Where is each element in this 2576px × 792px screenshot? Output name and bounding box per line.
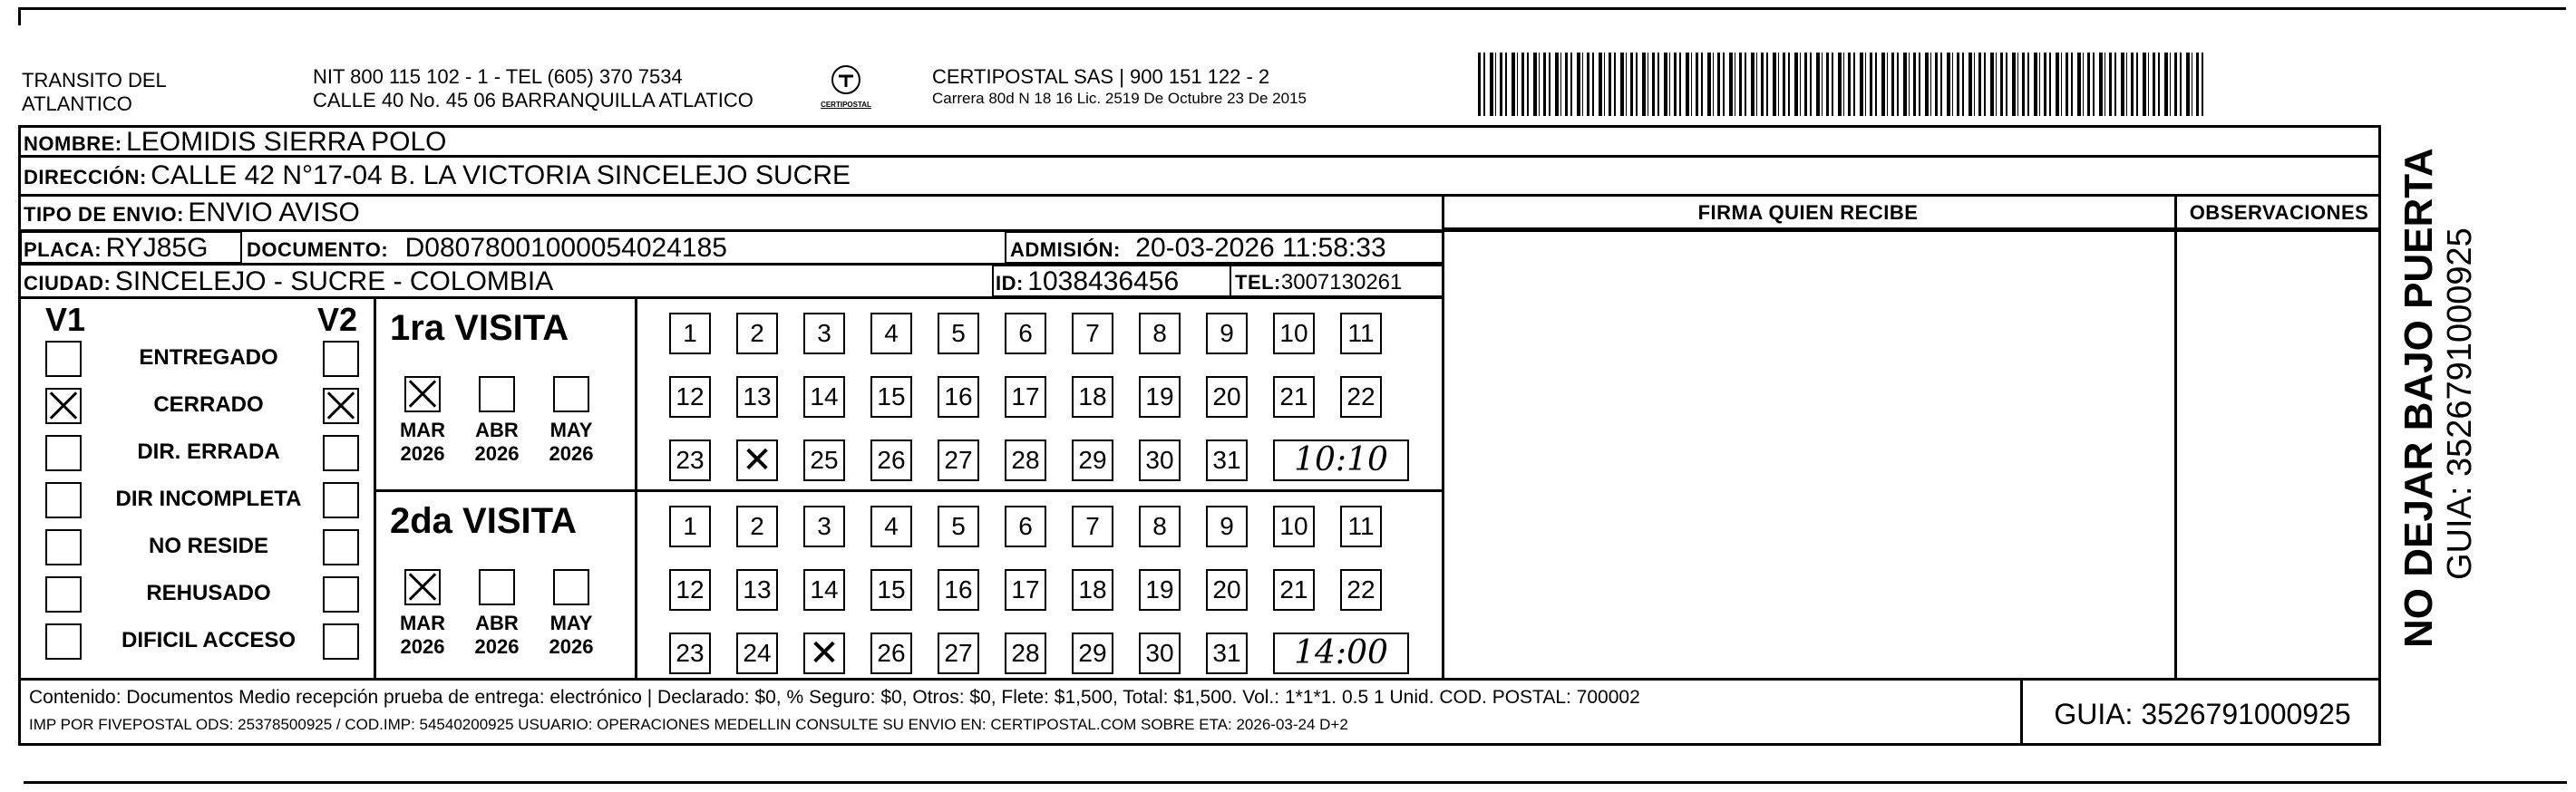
- status-reason-label: ENTREGADO: [139, 345, 278, 370]
- top-border: [18, 7, 2566, 10]
- placa-label: PLACA:: [24, 238, 102, 261]
- day-box[interactable]: 29: [1072, 633, 1113, 674]
- month-name: MAR: [399, 419, 446, 441]
- v1-checkbox[interactable]: [45, 623, 82, 660]
- day-box[interactable]: 27: [938, 439, 979, 481]
- row-line: [18, 678, 2381, 681]
- v2-checkbox[interactable]: [323, 576, 359, 613]
- day-box[interactable]: 28: [1005, 439, 1046, 481]
- month-label: [465, 612, 529, 659]
- v1-checkbox[interactable]: [45, 482, 82, 518]
- visit-title: 1ra VISITA: [390, 308, 569, 348]
- day-box[interactable]: 11: [1340, 506, 1382, 547]
- day-box[interactable]: 19: [1139, 376, 1181, 418]
- day-box[interactable]: 2: [736, 506, 778, 547]
- col-line: [374, 296, 376, 678]
- status-reason-label: DIFICIL ACCESO: [121, 628, 296, 652]
- day-box[interactable]: 17: [1005, 376, 1046, 418]
- day-box[interactable]: 22: [1340, 376, 1382, 418]
- day-box[interactable]: 3: [803, 506, 845, 547]
- tipo-envio-row: [24, 198, 360, 228]
- day-box[interactable]: 8: [1139, 313, 1181, 354]
- ciudad-label: CIUDAD:: [24, 272, 112, 295]
- left-border: [18, 7, 21, 25]
- v2-checkbox[interactable]: [323, 623, 359, 660]
- tel-label: TEL:: [1235, 271, 1281, 294]
- company-line-2: Carrera 80d N 18 16 Lic. 2519 De Octubre 23 De 2015: [932, 90, 1307, 107]
- col-line: [635, 296, 637, 678]
- visit-time: 10:10: [1294, 441, 1388, 478]
- day-box[interactable]: 12: [669, 376, 711, 418]
- v1-label: V1: [45, 301, 86, 338]
- day-box[interactable]: 31: [1206, 633, 1248, 674]
- visit-time: 14:00: [1294, 634, 1388, 671]
- visit-title: 2da VISITA: [390, 501, 577, 541]
- company-line-1: CERTIPOSTAL SAS | 900 151 122 - 2: [932, 65, 1270, 88]
- month-year: 2026: [400, 442, 445, 465]
- v1-checkbox[interactable]: [45, 341, 82, 377]
- col-line: [2174, 194, 2177, 680]
- v1-checkbox[interactable]: [45, 435, 82, 471]
- nit-line-2: CALLE 40 No. 45 06 BARRANQUILLA ATLATICO: [313, 89, 753, 111]
- month-label: [465, 419, 529, 466]
- certipostal-logo: [814, 63, 878, 116]
- documento-label: DOCUMENTO:: [247, 238, 389, 261]
- month-name: MAY: [549, 419, 593, 441]
- v1-checkbox[interactable]: [45, 388, 82, 424]
- day-box[interactable]: 29: [1072, 439, 1113, 481]
- day-box[interactable]: 23: [669, 439, 711, 481]
- day-box[interactable]: 11: [1340, 313, 1382, 354]
- v2-label: V2: [317, 301, 358, 338]
- logo-icon: [828, 63, 864, 96]
- row-line: [374, 489, 1444, 492]
- logo-text: CERTIPOSTAL: [821, 101, 871, 109]
- month-name: MAR: [399, 612, 446, 634]
- day-box[interactable]: 26: [870, 633, 912, 674]
- day-box[interactable]: 10: [1273, 506, 1315, 547]
- day-box[interactable]: 30: [1139, 439, 1181, 481]
- month-label: [540, 419, 603, 466]
- day-box[interactable]: 15: [870, 376, 912, 418]
- ciudad-field: [24, 266, 553, 297]
- visit-time-box[interactable]: [1273, 633, 1409, 674]
- day-box[interactable]: 9: [1206, 506, 1248, 547]
- nombre-row: [24, 127, 447, 158]
- v2-checkbox[interactable]: [323, 341, 359, 377]
- day-box[interactable]: 2: [736, 313, 778, 354]
- footer-line-2: IMP POR FIVEPOSTAL ODS: 25378500925 / COD.IMP: 54540200925 USUARIO: OPERACIONES MEDELLIN CONSULTE SU ENVIO EN: CERTIPOSTAL.COM SOBRE ETA: 2026-03-24 D+2: [29, 716, 1348, 733]
- placa-field: [24, 233, 208, 264]
- day-box[interactable]: [803, 633, 845, 674]
- admision-label: ADMISIÓN:: [1010, 238, 1121, 261]
- status-reason-label: CERRADO: [153, 392, 264, 417]
- month-name: MAY: [549, 612, 593, 634]
- day-box[interactable]: 25: [803, 439, 845, 481]
- day-box[interactable]: 13: [736, 376, 778, 418]
- day-box[interactable]: 30: [1139, 633, 1181, 674]
- v2-checkbox[interactable]: [323, 529, 359, 565]
- v1-checkbox[interactable]: [45, 529, 82, 565]
- day-box[interactable]: 7: [1072, 313, 1113, 354]
- day-box[interactable]: 20: [1206, 376, 1248, 418]
- firma-label: FIRMA QUIEN RECIBE: [1697, 201, 1919, 224]
- month-checkbox[interactable]: [553, 569, 589, 605]
- barcode: [1478, 53, 2203, 116]
- placa-value: RYJ85G: [105, 233, 209, 263]
- id-value: 1038436456: [1027, 266, 1180, 296]
- month-name: ABR: [475, 419, 519, 441]
- day-box[interactable]: 5: [938, 313, 979, 354]
- company-block: [932, 65, 1307, 109]
- side-guia: GUIA: 3526791000925: [2441, 227, 2479, 580]
- month-checkbox[interactable]: [479, 569, 515, 605]
- direccion-value: CALLE 42 N°17-04 B. LA VICTORIA SINCELEJO SUCRE: [151, 160, 851, 190]
- row-line: [1442, 227, 2381, 230]
- v2-checkbox[interactable]: [323, 388, 359, 424]
- day-box[interactable]: 9: [1206, 313, 1248, 354]
- id-label: ID:: [996, 272, 1024, 295]
- footer-line-1: Contenido: Documentos Medio recepción prueba de entrega: electrónico | Declarado: $0, % Seguro: $0, Otros: $0, Flete: $1,500, Total: $1,500. Vol.: 1*1*1. 0.5 1 Unid. COD. POSTAL: 700002: [29, 687, 1640, 708]
- nit-line-1: NIT 800 115 102 - 1 - TEL (605) 370 7534: [313, 65, 683, 88]
- col-line: [2020, 678, 2023, 746]
- day-box[interactable]: 5: [938, 506, 979, 547]
- day-box[interactable]: 4: [870, 313, 912, 354]
- month-year: 2026: [549, 442, 594, 465]
- day-box[interactable]: 12: [669, 569, 711, 611]
- day-box[interactable]: 6: [1005, 313, 1046, 354]
- month-label: [391, 612, 454, 659]
- v2-checkbox[interactable]: [323, 482, 359, 518]
- org-line-2: ATLANTICO: [22, 92, 132, 115]
- guia-box: GUIA: 3526791000925: [2054, 698, 2351, 730]
- day-box[interactable]: 21: [1273, 569, 1315, 611]
- month-year: 2026: [400, 635, 445, 658]
- org-line-1: TRANSITO DEL: [22, 69, 167, 92]
- row-line: [18, 194, 2381, 197]
- day-box[interactable]: 6: [1005, 506, 1046, 547]
- month-checkbox[interactable]: [404, 569, 441, 605]
- visit-time-box[interactable]: [1273, 439, 1409, 481]
- org-name: [22, 69, 167, 116]
- documento-field: [247, 233, 727, 264]
- day-box[interactable]: 27: [938, 633, 979, 674]
- direccion-label: DIRECCIÓN:: [24, 166, 147, 188]
- id-field: [996, 266, 1179, 297]
- day-box[interactable]: 13: [736, 569, 778, 611]
- day-box[interactable]: 31: [1206, 439, 1248, 481]
- month-checkbox[interactable]: [404, 376, 441, 412]
- day-box[interactable]: 24: [736, 633, 778, 674]
- status-reason-label: NO RESIDE: [148, 534, 269, 558]
- documento-value: D0807800100005402418​5: [404, 233, 727, 263]
- month-year: 2026: [474, 442, 520, 465]
- v1-checkbox[interactable]: [45, 576, 82, 613]
- nombre-value: LEOMIDIS SIERRA POLO: [126, 127, 447, 157]
- day-box[interactable]: 18: [1072, 569, 1113, 611]
- day-box[interactable]: 14: [803, 376, 845, 418]
- admision-value: 20-03-2026 11:58:33: [1135, 233, 1386, 263]
- nombre-label: NOMBRE:: [24, 132, 122, 155]
- month-name: ABR: [475, 612, 519, 634]
- status-reason-label: DIR INCOMPLETA: [115, 487, 302, 511]
- day-box[interactable]: 19: [1139, 569, 1181, 611]
- side-warning: NO DEJAR BAJO PUERTA: [2396, 148, 2441, 648]
- day-box[interactable]: 28: [1005, 633, 1046, 674]
- tipo-envio-value: ENVIO AVISO: [188, 198, 360, 227]
- day-box[interactable]: 21: [1273, 376, 1315, 418]
- observaciones-label: OBSERVACIONES: [2189, 201, 2369, 224]
- day-box[interactable]: 14: [803, 569, 845, 611]
- admision-field: [1010, 233, 1386, 264]
- v2-checkbox[interactable]: [323, 435, 359, 471]
- day-box[interactable]: 20: [1206, 569, 1248, 611]
- day-box[interactable]: 26: [870, 439, 912, 481]
- day-box[interactable]: 10: [1273, 313, 1315, 354]
- tel-value: 3007130261: [1280, 270, 1403, 295]
- tipo-envio-label: TIPO DE ENVIO:: [24, 203, 184, 226]
- day-box[interactable]: 15: [870, 569, 912, 611]
- nit-block: [313, 65, 753, 112]
- day-box[interactable]: 3: [803, 313, 845, 354]
- month-label: [540, 612, 603, 659]
- day-box[interactable]: 18: [1072, 376, 1113, 418]
- day-box[interactable]: 1: [669, 506, 711, 547]
- day-box[interactable]: 17: [1005, 569, 1046, 611]
- tel-field: [1235, 270, 1402, 295]
- day-box[interactable]: 16: [938, 569, 979, 611]
- month-checkbox[interactable]: [553, 376, 589, 412]
- bottom-border: [24, 781, 2567, 784]
- day-box[interactable]: 7: [1072, 506, 1113, 547]
- day-box[interactable]: 23: [669, 633, 711, 674]
- ciudad-value: SINCELEJO - SUCRE - COLOMBIA: [114, 266, 554, 296]
- day-box[interactable]: 4: [870, 506, 912, 547]
- status-reason-label: DIR. ERRADA: [137, 439, 280, 464]
- day-box[interactable]: [736, 439, 778, 481]
- month-checkbox[interactable]: [479, 376, 515, 412]
- day-box[interactable]: 1: [669, 313, 711, 354]
- month-year: 2026: [549, 635, 594, 658]
- status-reason-label: REHUSADO: [146, 581, 271, 605]
- day-box[interactable]: 8: [1139, 506, 1181, 547]
- month-year: 2026: [474, 635, 520, 658]
- direccion-row: [24, 160, 851, 191]
- day-box[interactable]: 16: [938, 376, 979, 418]
- day-box[interactable]: 22: [1340, 569, 1382, 611]
- month-label: [391, 419, 454, 466]
